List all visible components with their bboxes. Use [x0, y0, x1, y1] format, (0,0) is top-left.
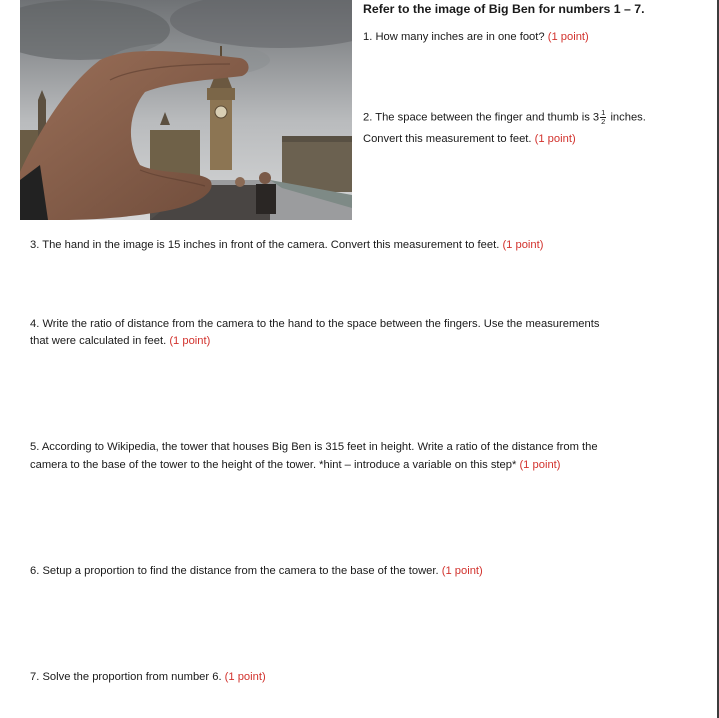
question-1: [363, 29, 589, 46]
question-4: [30, 316, 599, 333]
big-ben-illustration: [20, 0, 352, 220]
question-text: camera to the base of the tower to the height of the tower. *hint – introduce a variable on this step*: [30, 459, 517, 471]
question-5: [30, 439, 598, 456]
question-number: 3.: [30, 239, 40, 251]
worksheet-heading: Refer to the image of Big Ben for numbers 1 – 7.: [363, 2, 645, 16]
question-number: 4.: [30, 318, 40, 330]
question-text: Convert this measurement to feet.: [363, 133, 532, 145]
points-label: (1 point): [169, 335, 211, 347]
points-label: (1 point): [502, 239, 544, 251]
points-label: (1 point): [534, 133, 576, 145]
question-text: According to Wikipedia, the tower that houses Big Ben is 315 feet in height. Write a ratio of the distance from the: [41, 441, 598, 453]
question-text: Solve the proportion from number 6.: [42, 671, 222, 683]
question-text: How many inches are in one foot?: [375, 31, 545, 43]
points-label: (1 point): [519, 459, 561, 471]
question-text-after: inches.: [610, 111, 646, 124]
question-number: 1.: [363, 31, 373, 43]
question-5-line-2: [30, 457, 561, 474]
points-label: (1 point): [224, 671, 266, 683]
fraction-numerator: 1: [601, 108, 606, 117]
question-text: The space between the finger and thumb is 3: [375, 111, 600, 124]
fraction-denominator: 2: [601, 117, 606, 126]
fraction: [600, 109, 606, 126]
points-label: (1 point): [547, 31, 589, 43]
question-number: 6.: [30, 565, 40, 577]
question-text: Setup a proportion to find the distance from the camera to the base of the tower.: [42, 565, 439, 577]
question-2-line-2: [363, 131, 576, 148]
points-label: (1 point): [441, 565, 483, 577]
question-number: 2.: [363, 111, 373, 124]
question-6: [30, 563, 483, 580]
question-text: that were calculated in feet.: [30, 335, 167, 347]
question-3: [30, 237, 543, 254]
question-2: [363, 109, 646, 126]
question-number: 7.: [30, 671, 40, 683]
big-ben-photo: [20, 0, 352, 220]
question-number: 5.: [30, 441, 40, 453]
question-text: The hand in the image is 15 inches in front of the camera. Convert this measurement to feet.: [42, 239, 500, 251]
question-7: [30, 669, 266, 686]
question-text: Write the ratio of distance from the camera to the hand to the space between the fingers. Use the measurements: [42, 318, 600, 330]
question-4-line-2: [30, 333, 210, 350]
